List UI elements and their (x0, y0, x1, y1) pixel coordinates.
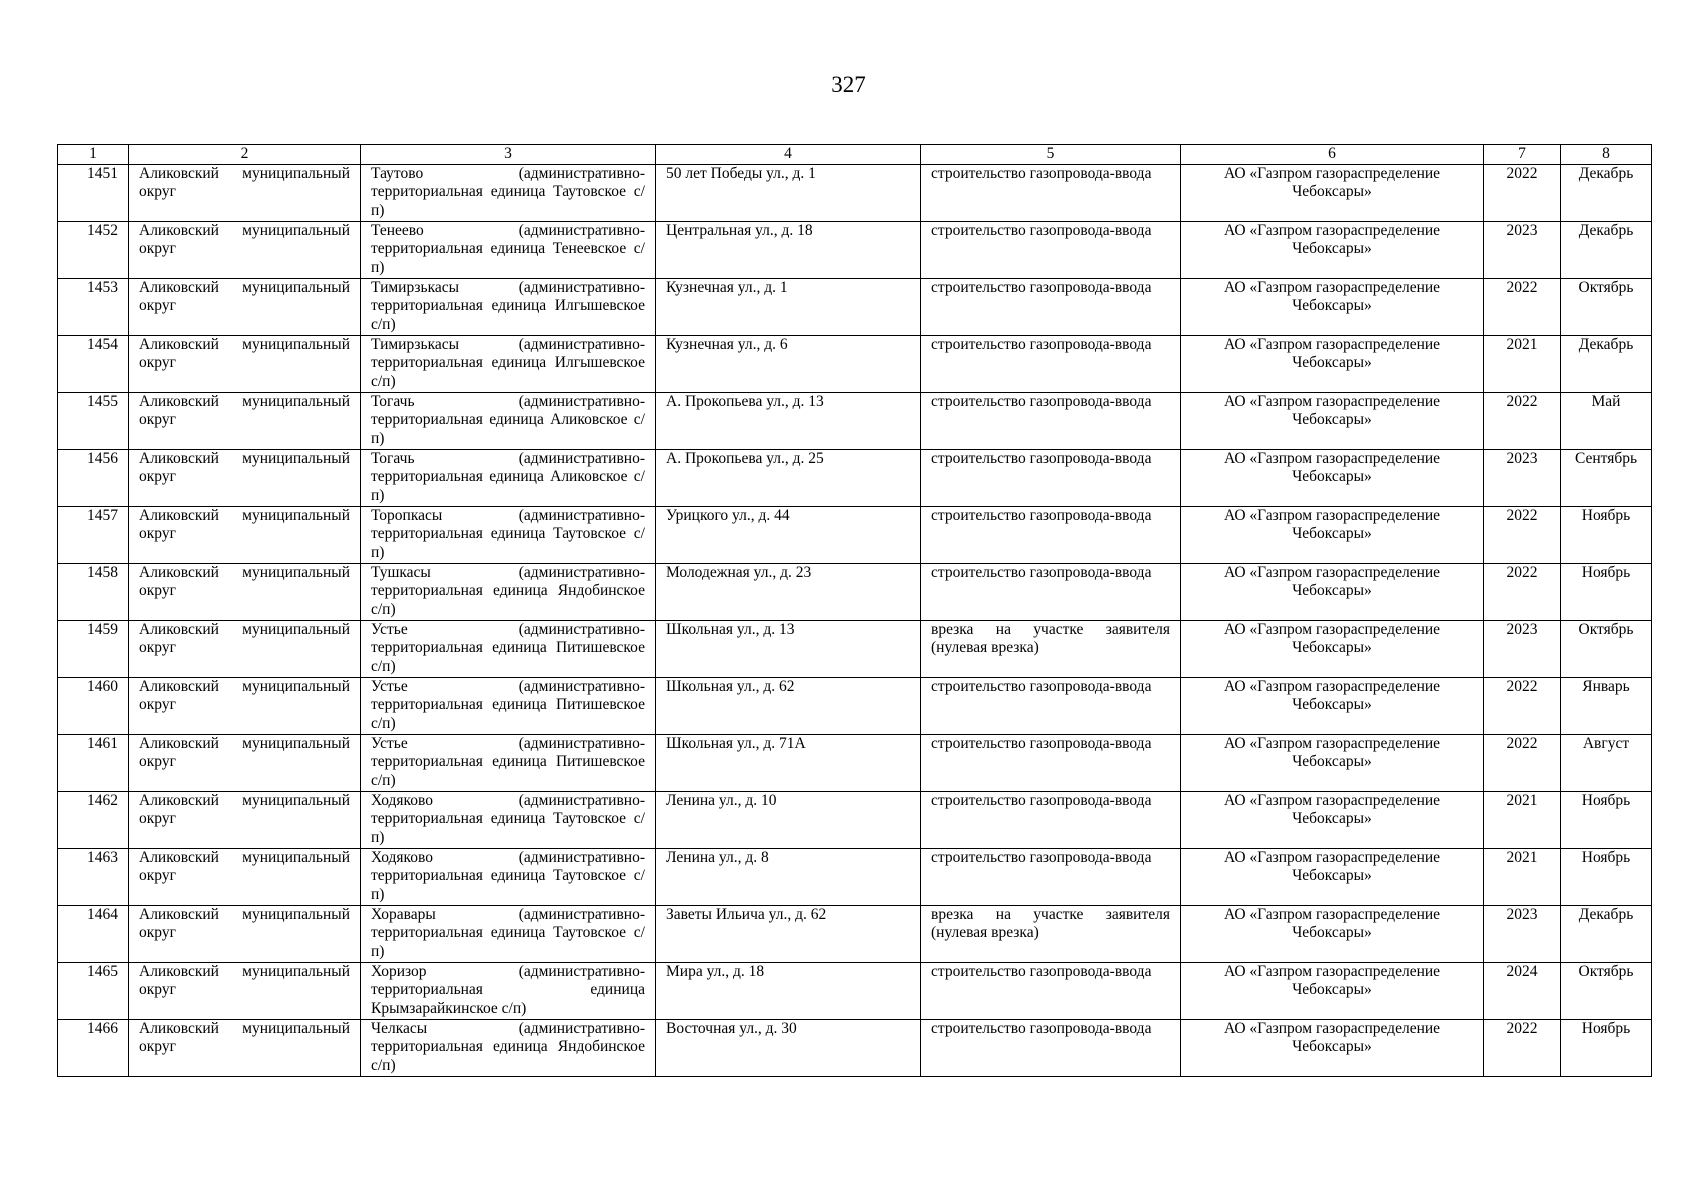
organization-cell: АО «Газпром газораспределение Чебоксары» (1181, 278, 1484, 335)
district-cell: Аликовский муниципальный округ (129, 848, 361, 905)
organization-cell: АО «Газпром газораспределение Чебоксары» (1181, 164, 1484, 221)
work-type-cell: строительство газопровода-ввода (921, 677, 1181, 734)
year-cell: 2022 (1484, 563, 1561, 620)
address-cell: Ленина ул., д. 10 (656, 791, 921, 848)
month-cell: Август (1561, 734, 1652, 791)
district-cell: Аликовский муниципальный округ (129, 905, 361, 962)
work-type-cell: строительство газопровода-ввода (921, 221, 1181, 278)
work-type-cell: строительство газопровода-ввода (921, 791, 1181, 848)
work-type-cell: врезка на участке заявителя (нулевая врезка) (921, 905, 1181, 962)
locality-cell: Ходяково (административно-территориальная единица Таутовское с/п) (361, 791, 656, 848)
row-number-cell: 1453 (58, 278, 129, 335)
address-cell: Школьная ул., д. 62 (656, 677, 921, 734)
month-cell: Ноябрь (1561, 563, 1652, 620)
organization-cell: АО «Газпром газораспределение Чебоксары» (1181, 1019, 1484, 1076)
district-cell: Аликовский муниципальный округ (129, 734, 361, 791)
locality-cell: Ходяково (административно-территориальная единица Таутовское с/п) (361, 848, 656, 905)
month-cell: Октябрь (1561, 962, 1652, 1019)
table-row (58, 506, 1652, 563)
locality-cell: Тимирзькасы (административно-территориальная единица Илгышевское с/п) (361, 335, 656, 392)
row-number-cell: 1461 (58, 734, 129, 791)
table-row (58, 335, 1652, 392)
table-row (58, 278, 1652, 335)
address-cell: А. Прокопьева ул., д. 25 (656, 449, 921, 506)
row-number-cell: 1451 (58, 164, 129, 221)
row-number-cell: 1466 (58, 1019, 129, 1076)
locality-cell: Торопкасы (административно-территориальная единица Таутовское с/п) (361, 506, 656, 563)
locality-cell: Тенеево (административно-территориальная единица Тенеевское с/п) (361, 221, 656, 278)
row-number-cell: 1465 (58, 962, 129, 1019)
table-header (58, 145, 1652, 165)
work-type-cell: строительство газопровода-ввода (921, 449, 1181, 506)
organization-cell: АО «Газпром газораспределение Чебоксары» (1181, 392, 1484, 449)
table-row (58, 962, 1652, 1019)
organization-cell: АО «Газпром газораспределение Чебоксары» (1181, 506, 1484, 563)
month-cell: Декабрь (1561, 164, 1652, 221)
organization-cell: АО «Газпром газораспределение Чебоксары» (1181, 620, 1484, 677)
district-cell: Аликовский муниципальный округ (129, 506, 361, 563)
year-cell: 2022 (1484, 392, 1561, 449)
table-row (58, 563, 1652, 620)
month-cell: Ноябрь (1561, 1019, 1652, 1076)
year-cell: 2022 (1484, 677, 1561, 734)
address-cell: Урицкого ул., д. 44 (656, 506, 921, 563)
month-cell: Май (1561, 392, 1652, 449)
organization-cell: АО «Газпром газораспределение Чебоксары» (1181, 962, 1484, 1019)
month-cell: Декабрь (1561, 905, 1652, 962)
address-cell: Кузнечная ул., д. 1 (656, 278, 921, 335)
year-cell: 2021 (1484, 848, 1561, 905)
work-type-cell: строительство газопровода-ввода (921, 335, 1181, 392)
row-number-cell: 1456 (58, 449, 129, 506)
year-cell: 2022 (1484, 164, 1561, 221)
month-cell: Январь (1561, 677, 1652, 734)
month-cell: Октябрь (1561, 278, 1652, 335)
locality-cell: Тогачь (административно-территориальная единица Аликовское с/п) (361, 392, 656, 449)
table-row (58, 449, 1652, 506)
address-cell: Кузнечная ул., д. 6 (656, 335, 921, 392)
locality-cell: Тогачь (административно-территориальная единица Аликовское с/п) (361, 449, 656, 506)
address-cell: 50 лет Победы ул., д. 1 (656, 164, 921, 221)
gasification-table (57, 144, 1652, 1077)
work-type-cell: строительство газопровода-ввода (921, 1019, 1181, 1076)
locality-cell: Таутово (административно-территориальная единица Таутовское с/п) (361, 164, 656, 221)
month-cell: Декабрь (1561, 335, 1652, 392)
header-col-2: 2 (129, 145, 361, 165)
row-number-cell: 1459 (58, 620, 129, 677)
organization-cell: АО «Газпром газораспределение Чебоксары» (1181, 791, 1484, 848)
row-number-cell: 1458 (58, 563, 129, 620)
year-cell: 2024 (1484, 962, 1561, 1019)
work-type-cell: строительство газопровода-ввода (921, 506, 1181, 563)
address-cell: А. Прокопьева ул., д. 13 (656, 392, 921, 449)
year-cell: 2022 (1484, 278, 1561, 335)
row-number-cell: 1454 (58, 335, 129, 392)
work-type-cell: строительство газопровода-ввода (921, 164, 1181, 221)
header-col-1: 1 (58, 145, 129, 165)
district-cell: Аликовский муниципальный округ (129, 563, 361, 620)
locality-cell: Хоравары (административно-территориальная единица Таутовское с/п) (361, 905, 656, 962)
table-body (58, 164, 1652, 1076)
table-row (58, 1019, 1652, 1076)
locality-cell: Хоризор (административно-территориальная единица Крымзарайкинское с/п) (361, 962, 656, 1019)
locality-cell: Челкасы (административно-территориальная единица Яндобинское с/п) (361, 1019, 656, 1076)
district-cell: Аликовский муниципальный округ (129, 449, 361, 506)
work-type-cell: строительство газопровода-ввода (921, 563, 1181, 620)
address-cell: Центральная ул., д. 18 (656, 221, 921, 278)
organization-cell: АО «Газпром газораспределение Чебоксары» (1181, 449, 1484, 506)
month-cell: Сентябрь (1561, 449, 1652, 506)
district-cell: Аликовский муниципальный округ (129, 221, 361, 278)
year-cell: 2022 (1484, 1019, 1561, 1076)
address-cell: Школьная ул., д. 71А (656, 734, 921, 791)
year-cell: 2022 (1484, 734, 1561, 791)
month-cell: Ноябрь (1561, 506, 1652, 563)
work-type-cell: строительство газопровода-ввода (921, 734, 1181, 791)
district-cell: Аликовский муниципальный округ (129, 677, 361, 734)
address-cell: Школьная ул., д. 13 (656, 620, 921, 677)
year-cell: 2021 (1484, 791, 1561, 848)
work-type-cell: врезка на участке заявителя (нулевая врезка) (921, 620, 1181, 677)
work-type-cell: строительство газопровода-ввода (921, 848, 1181, 905)
table-row (58, 791, 1652, 848)
work-type-cell: строительство газопровода-ввода (921, 278, 1181, 335)
organization-cell: АО «Газпром газораспределение Чебоксары» (1181, 734, 1484, 791)
district-cell: Аликовский муниципальный округ (129, 791, 361, 848)
district-cell: Аликовский муниципальный округ (129, 962, 361, 1019)
year-cell: 2023 (1484, 449, 1561, 506)
district-cell: Аликовский муниципальный округ (129, 278, 361, 335)
locality-cell: Устье (административно-территориальная единица Питишевское с/п) (361, 734, 656, 791)
month-cell: Декабрь (1561, 221, 1652, 278)
district-cell: Аликовский муниципальный округ (129, 392, 361, 449)
district-cell: Аликовский муниципальный округ (129, 164, 361, 221)
district-cell: Аликовский муниципальный округ (129, 1019, 361, 1076)
locality-cell: Тимирзькасы (административно-территориальная единица Илгышевское с/п) (361, 278, 656, 335)
row-number-cell: 1462 (58, 791, 129, 848)
year-cell: 2022 (1484, 506, 1561, 563)
locality-cell: Устье (административно-территориальная единица Питишевское с/п) (361, 677, 656, 734)
header-col-4: 4 (656, 145, 921, 165)
address-cell: Ленина ул., д. 8 (656, 848, 921, 905)
header-col-5: 5 (921, 145, 1181, 165)
district-cell: Аликовский муниципальный округ (129, 620, 361, 677)
header-row (58, 145, 1652, 165)
month-cell: Ноябрь (1561, 791, 1652, 848)
organization-cell: АО «Газпром газораспределение Чебоксары» (1181, 677, 1484, 734)
row-number-cell: 1464 (58, 905, 129, 962)
organization-cell: АО «Газпром газораспределение Чебоксары» (1181, 335, 1484, 392)
address-cell: Заветы Ильича ул., д. 62 (656, 905, 921, 962)
work-type-cell: строительство газопровода-ввода (921, 962, 1181, 1019)
organization-cell: АО «Газпром газораспределение Чебоксары» (1181, 905, 1484, 962)
row-number-cell: 1455 (58, 392, 129, 449)
row-number-cell: 1457 (58, 506, 129, 563)
year-cell: 2021 (1484, 335, 1561, 392)
month-cell: Октябрь (1561, 620, 1652, 677)
organization-cell: АО «Газпром газораспределение Чебоксары» (1181, 563, 1484, 620)
table-row (58, 620, 1652, 677)
page-number: 327 (831, 72, 866, 97)
header-col-7: 7 (1484, 145, 1561, 165)
row-number-cell: 1452 (58, 221, 129, 278)
table-row (58, 905, 1652, 962)
locality-cell: Тушкасы (административно-территориальная единица Яндобинское с/п) (361, 563, 656, 620)
year-cell: 2023 (1484, 221, 1561, 278)
address-cell: Восточная ул., д. 30 (656, 1019, 921, 1076)
table-row (58, 392, 1652, 449)
header-col-6: 6 (1181, 145, 1484, 165)
address-cell: Молодежная ул., д. 23 (656, 563, 921, 620)
header-col-3: 3 (361, 145, 656, 165)
month-cell: Ноябрь (1561, 848, 1652, 905)
table-row (58, 848, 1652, 905)
address-cell: Мира ул., д. 18 (656, 962, 921, 1019)
district-cell: Аликовский муниципальный округ (129, 335, 361, 392)
row-number-cell: 1463 (58, 848, 129, 905)
work-type-cell: строительство газопровода-ввода (921, 392, 1181, 449)
table-row (58, 677, 1652, 734)
organization-cell: АО «Газпром газораспределение Чебоксары» (1181, 221, 1484, 278)
table-row (58, 734, 1652, 791)
table-row (58, 221, 1652, 278)
table-row (58, 164, 1652, 221)
row-number-cell: 1460 (58, 677, 129, 734)
year-cell: 2023 (1484, 905, 1561, 962)
organization-cell: АО «Газпром газораспределение Чебоксары» (1181, 848, 1484, 905)
year-cell: 2023 (1484, 620, 1561, 677)
header-col-8: 8 (1561, 145, 1652, 165)
locality-cell: Устье (административно-территориальная единица Питишевское с/п) (361, 620, 656, 677)
